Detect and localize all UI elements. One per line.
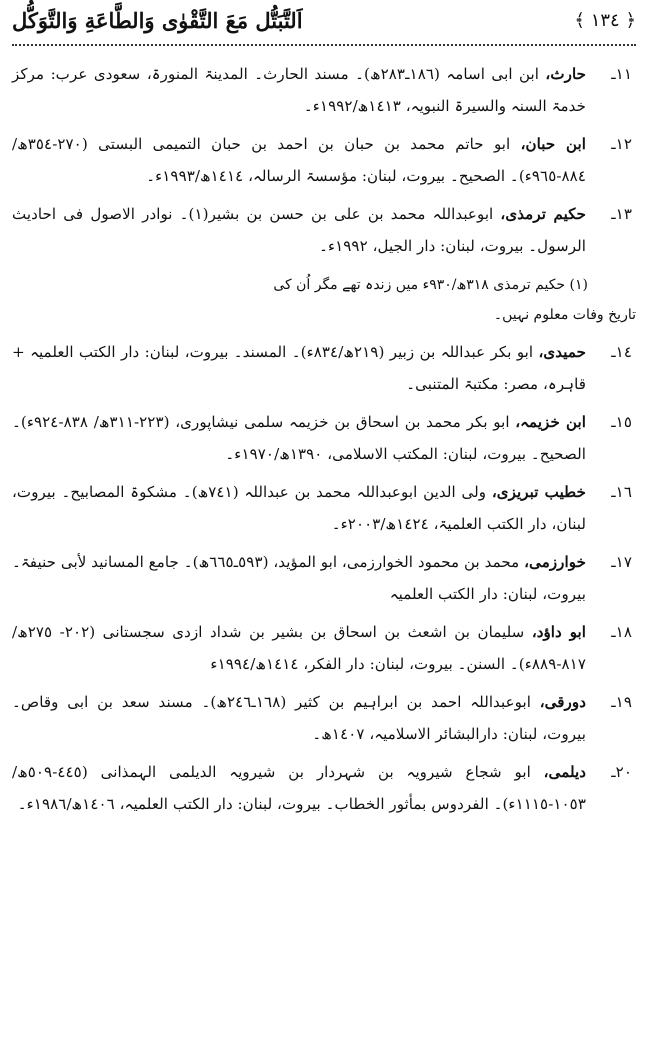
entry-number: ١٢ـ xyxy=(611,135,632,153)
entry-details: ابو بکر عبداللہ بن زبیر (٢١٩ھ/٨٣٤ء)۔ المسند۔ بیروت، لبنان: دار الکتب العلمیہ + قاہرہ، مصر: مکتبۃ المتنبی۔ xyxy=(12,343,586,393)
bibliography-entry xyxy=(12,58,636,122)
entry-details: ابو حاتم محمد بن حبان بن احمد بن حبان التمیمی البستی (٢٧٠-٣٥٤ھ/ ٨٨٤-٩٦٥ء)۔ الصحیح۔ بیروت، لبنان: مؤسسۃ الرسالہ، ١٤١٤ھ/١٩٩٣ء۔ xyxy=(12,135,586,185)
entry-number: ١٩ـ xyxy=(611,693,632,711)
entry-text xyxy=(12,198,586,262)
bibliography-entry xyxy=(12,616,636,680)
entry-details: ولی الدین ابوعبداللہ محمد بن عبداللہ (٧٤١ھ)۔ مشکوۃ المصابیح۔ بیروت، لبنان، دار الکتب العلمیۃ، ١٤٢٤ھ/٢٠٠٣ء۔ xyxy=(12,483,586,533)
entry-author: ابو داؤد، xyxy=(531,623,586,641)
entry-author: حارث، xyxy=(545,65,586,83)
entry-number: ٢٠ـ xyxy=(611,763,632,781)
footnote-line-2: تاریخ وفات معلوم نہیں۔ xyxy=(493,307,636,323)
entry-author: خطیب تبریزی، xyxy=(491,483,587,501)
footnote xyxy=(12,270,636,330)
entry-text xyxy=(12,756,586,820)
entry-number: ١٦ـ xyxy=(611,483,632,501)
page-number: ﴿ ١٣٤ ﴾ xyxy=(574,10,636,31)
entry-number: ١١ـ xyxy=(611,65,632,83)
header-divider xyxy=(12,44,636,46)
bibliography-entry xyxy=(12,128,636,192)
entry-author: ابن خزیمہ، xyxy=(515,413,586,431)
entry-text xyxy=(12,58,586,122)
entry-text xyxy=(12,616,586,680)
entry-number: ١٥ـ xyxy=(611,413,632,431)
bibliography-entry xyxy=(12,336,636,400)
entry-text xyxy=(12,336,586,400)
running-title: اَلتَّبَتُّل مَعَ التَّقْوٰى وَالطَّاعَةِ وَالتَّوَكُّل xyxy=(12,8,303,33)
entry-author: ابن حبان، xyxy=(520,135,586,153)
entry-number: ١٣ـ xyxy=(611,205,632,223)
bibliography-entry xyxy=(12,476,636,540)
entry-details: ابوعبداللہ محمد بن علی بن حسن بن بشیر(١)۔ نوادر الاصول فی احادیث الرسول۔ بیروت، لبنان: دار الجیل، ١٩٩٢ء۔ xyxy=(12,205,586,255)
bibliography-entry xyxy=(12,686,636,750)
entry-details: ابوعبداللہ احمد بن ابراہیم بن کثیر (١٦٨ـ٢٤٦ھ)۔ مسند سعد بن ابی وقاص۔ بیروت، لبنان: دارالبشائر الاسلامیہ، ١٤٠٧ھ۔ xyxy=(12,693,586,743)
entry-details: ابو بکر محمد بن اسحاق بن خزیمہ سلمی نیشاپوری، (٢٢٣-٣١١ھ/ ٨٣٨-٩٢٤ء)۔ الصحیح۔ بیروت، لبنان: المکتب الاسلامی، ١٣٩٠ھ/١٩٧٠ء۔ xyxy=(12,413,586,463)
footnote-line-1: (١) حکیم ترمذی ٣١٨ھ/٩٣٠ء میں زندہ تھے مگر اُن کی xyxy=(273,277,588,293)
entry-text xyxy=(12,546,586,610)
entry-details: ابو شجاع شیرویہ بن شہردار بن شیرویہ الدیلمی الہمذانی (٤٤٥-٥٠٩ھ/ ١٠٥٣-١١١٥ء)۔ الفردوس بمأثور الخطاب۔ بیروت، لبنان: دار الکتب العلمیہ، ١٤٠٦ھ/١٩٨٦ء۔ xyxy=(12,763,586,813)
entry-number: ١٤ـ xyxy=(611,343,632,361)
bibliography-entry xyxy=(12,546,636,610)
entry-author: حمیدی، xyxy=(538,343,586,361)
entry-author: حکیم ترمذی، xyxy=(500,205,586,223)
entry-details: ابن ابی اسامہ (١٨٦ـ٢٨٣ھ)۔ مسند الحارث۔ المدینۃ المنورۃ، سعودی عرب: مرکز خدمۃ السنہ والسیرۃ النبویہ، ١٤١٣ھ/١٩٩٢ء۔ xyxy=(12,65,586,115)
entry-number: ١٨ـ xyxy=(611,623,632,641)
bibliography-entry xyxy=(12,756,636,820)
entry-details: سلیمان بن اشعث بن اسحاق بن بشیر بن شداد ازدی سجستانی (٢٠٢- ٢٧٥ھ/ ٨١٧-٨٨٩ء)۔ السنن۔ بیروت، لبنان: دار الفکر، ١٤١٤ھ/١٩٩٤ء xyxy=(12,623,586,673)
entry-author: دورقی، xyxy=(539,693,586,711)
entry-author: دیلمی، xyxy=(543,763,586,781)
entry-details: محمد بن محمود الخوارزمی، ابو المؤید، (٥٩٣ـ٦٦٥ھ)۔ جامع المسانید لأبی حنیفۃ۔ بیروت، لبنان: دار الکتب العلمیہ xyxy=(12,553,586,603)
entry-text xyxy=(12,128,586,192)
entry-number: ١٧ـ xyxy=(611,553,632,571)
entry-text xyxy=(12,686,586,750)
bibliography-entry xyxy=(12,198,636,262)
bibliography-entry xyxy=(12,406,636,470)
bibliography-list xyxy=(12,58,636,820)
entry-text xyxy=(12,406,586,470)
entry-text xyxy=(12,476,586,540)
entry-author: خوارزمی، xyxy=(524,553,586,571)
